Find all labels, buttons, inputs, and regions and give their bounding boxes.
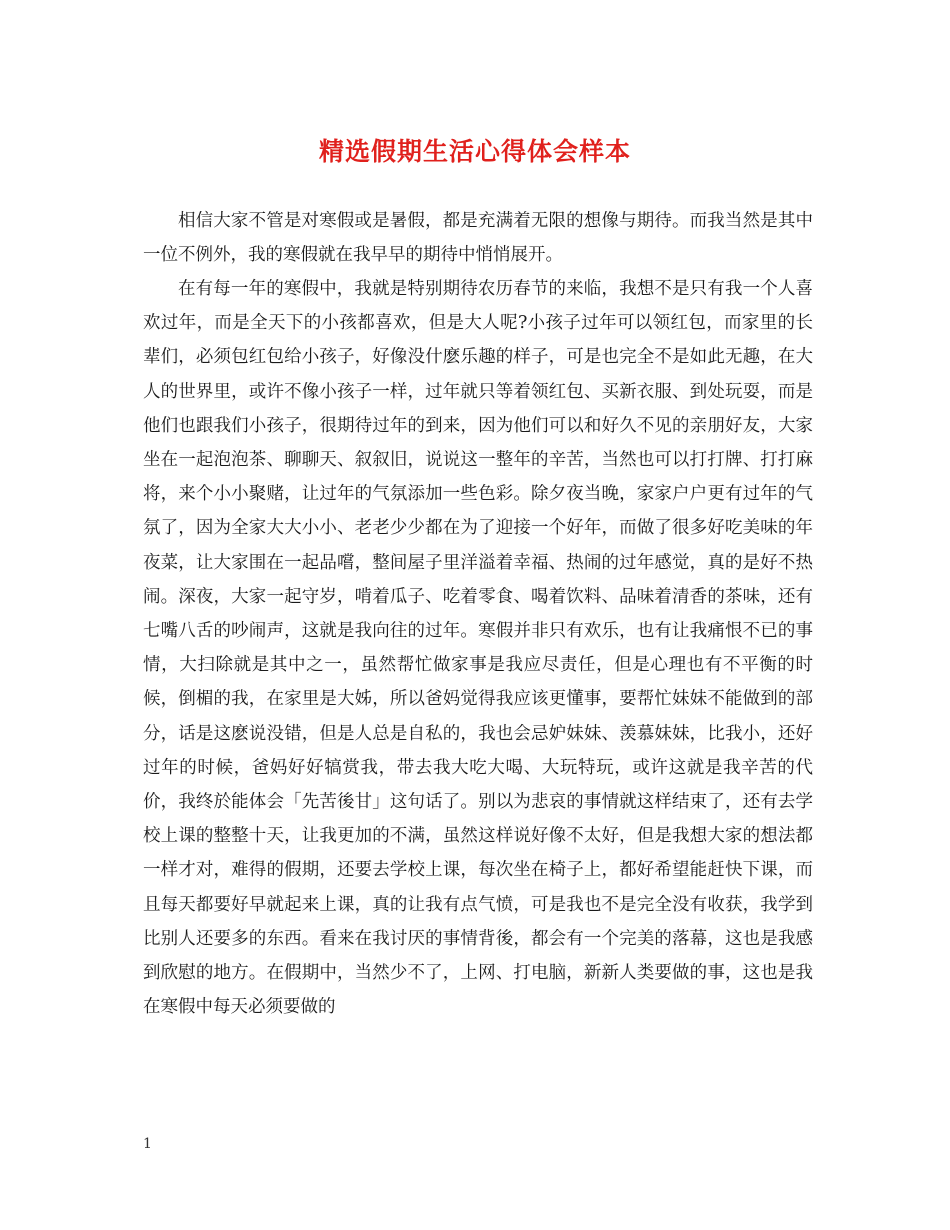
paragraph-2: 在有每一年的寒假中，我就是特别期待农历春节的来临，我想不是只有我一个人喜欢过年，而是全天下的小孩都喜欢，但是大人呢?小孩子过年可以领红包，而家里的长辈们，必须包红包给小孩子，好像没什麽乐趣的样子，可是也完全不是如此无趣，在大人的世界里，或许不像小孩子一样，过年就只等着领红包、买新衣服、到处玩耍，而是他们也跟我们小孩子，很期待过年的到来，因为他们可以和好久不见的亲朋好友，大家坐在一起泡泡茶、聊聊天、叙叙旧，说说这一整年的辛苦，当然也可以打打牌、打打麻将，来个小小聚赌，让过年的气氛添加一些色彩。除夕夜当晚，家家户户更有过年的气氛了，因为全家大大小小、老老少少都在为了迎接一个好年，而做了很多好吃美味的年夜菜，让大家围在一起品嚐，整间屋子里洋溢着幸福、热闹的过年感觉，真的是好不热闹。深夜，大家一起守岁，啃着瓜子、吃着零食、喝着饮料、品味着清香的茶味，还有七嘴八舌的吵闹声，这就是我向往的过年。寒假并非只有欢乐，也有让我痛恨不已的事情，大扫除就是其中之一，虽然帮忙做家事是我应尽责任，但是心理也有不平衡的时候，倒楣的我，在家里是大姊，所以爸妈觉得我应该更懂事，要帮忙妹妹不能做到的部分，话是这麽说没错，但是人总是自私的，我也会忌妒妹妹、羡慕妹妹，比我小，还好过年的时候，爸妈好好犒赏我，带去我大吃大喝、大玩特玩，或许这就是我辛苦的代价，我终於能体会「先苦後甘」这句话了。别以为悲哀的事情就这样结束了，还有去学校上课的整整十天，让我更加的不满，虽然这样说好像不太好，但是我想大家的想法都一样才对，难得的假期，还要去学校上课，每次坐在椅子上，都好希望能赶快下课，而且每天都要好早就起来上课，真的让我有点气愤，可是我也不是完全没有收获，我学到比别人还要多的东西。看来在我讨厌的事情背後，都会有一个完美的落幕，这也是我感到欣慰的地方。在假期中，当然少不了，上网、打电脑，新新人类要做的事，这也是我在寒假中每天必须要做的	[143, 279, 813, 1018]
document-title: 精选假期生活心得体会样本	[318, 137, 631, 166]
paragraph-1: 相信大家不管是对寒假或是暑假，都是充满着无限的想像与期待。而我当然是其中一位不例外，我的寒假就在我早早的期待中悄悄展开。	[143, 211, 813, 266]
page-number: 1	[143, 1136, 152, 1152]
